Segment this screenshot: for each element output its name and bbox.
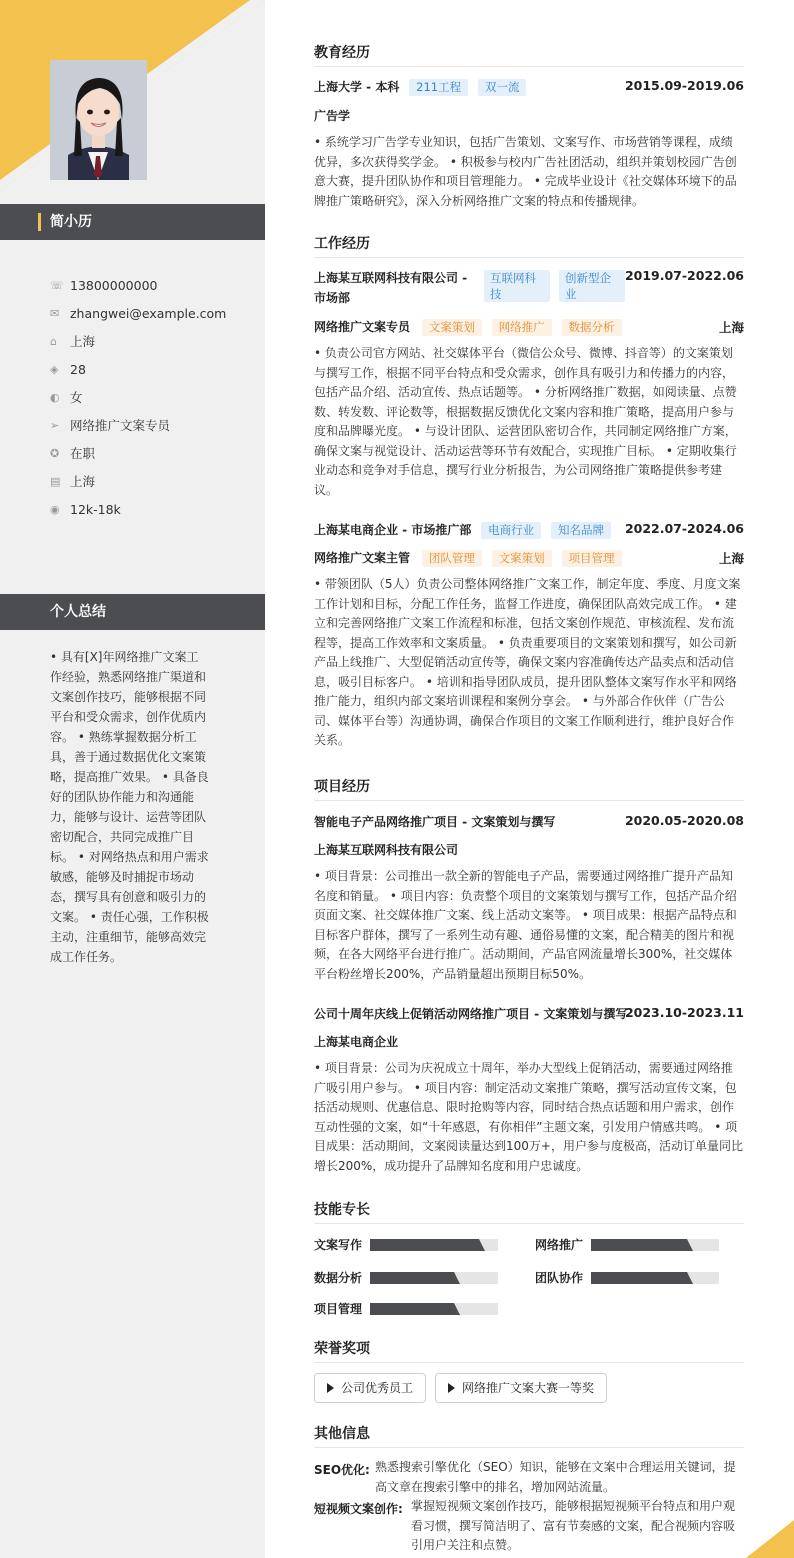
project-desc: • 项目背景：公司为庆祝成立十周年，举办大型线上促销活动，需要通过网络推广吸引用户参与。 • 项目内容：制定活动文案推广策略，撰写活动宣传文案，包括活动规则、优惠信息、限时抢购等内容，同时结合热点话题和用户需求，创作互动性强的文案，如“十年感恩，有你相伴”主题文案，引发用户情感共鸣。 • 项目成果：活动期间，文案阅读量达到100万+，用户参与度极高，活动订单量同比增长200%，成功提升了品牌知名度和用户忠诚度。 [314, 1061, 743, 1173]
company-tag: 创新型企业 [559, 270, 625, 302]
salary-icon: ◉ [50, 502, 60, 516]
education-header [314, 78, 744, 98]
company-tag: 互联网科技 [484, 270, 550, 302]
skill-level-fill [591, 1239, 687, 1251]
contact-info-item [50, 383, 250, 411]
school-name: 上海大学 - 本科 [314, 80, 400, 94]
skill-tag: 项目管理 [562, 550, 622, 567]
education-desc: • 系统学习广告学专业知识，包括广告策划、文案写作、市场营销等课程，成绩优异，多次获得奖学金。 • 积极参与校内广告社团活动，组织并策划校园广告创意大赛，提升团队协作和项目管理能力。 • 完成毕业设计《社交媒体环境下的品牌推广策略研究》，深入分析网络推广文案的特点和传播规律。 [314, 135, 737, 208]
job-date: 2022.07-2024.06 [624, 521, 744, 536]
job-city: 上海 [718, 320, 744, 335]
skill-tag: 数据分析 [562, 319, 622, 336]
job-desc: • 负责公司官方网站、社交媒体平台（微信公众号、微博、抖音等）的文案策划与撰写工作，根据不同平台特点和受众需求，创作具有吸引力和传播力的内容，包括产品介绍、活动宣传、热点话题等。 • 分析网络推广数据，如阅读量、点赞数、转发数、评论数等，根据数据反馈优化文案内容和推广策略，提高用户参与度和品牌曝光度。 • 与设计团队、运营团队密切合作，共同制定网络推广方案，确保文案与视觉设计、活动运营等环节有效配合，实现推广目标。 • 定期收集行业动态和竞争对手信息，撰写行业分析报告，为公司网络推广策略提供参考建议。 [314, 346, 737, 497]
project-name: 公司十周年庆线上促销活动网络推广项目 - 文案策划与撰写 [314, 1007, 628, 1021]
other-text: 掌握短视频文案创作技巧，能够根据短视频平台特点和用户观看习惯，撰写简洁明了、富有节奏感的文案，配合视频内容吸引用户关注和点赞。 [411, 1499, 736, 1552]
project-header [314, 1005, 744, 1025]
job-header [314, 268, 744, 308]
contact-info-text: 在职 [70, 446, 96, 461]
section-title-education: 教育经历 [314, 42, 744, 67]
status-icon: ✪ [50, 446, 60, 460]
gender-icon: ◐ [50, 390, 60, 404]
summary-text: • 具有[X]年网络推广文案工作经验，熟悉网络推广渠道和文案创作技巧，能够根据不同平台和受众需求，创作优质内容。 • 熟练掌握数据分析工具，善于通过数据优化文案策略，提高推广效果。 • 具备良好的团队协作能力和沟通能力，能够与设计、运营等团队密切配合，共同完成推广目标。 • 对网络热点和用户需求敏感，能够及时捕捉市场动态，撰写具有创意和吸引力的文案。 • 责任心强，工作积极主动，注重细节，能够高效完成工作任务。 [50, 650, 209, 964]
section-title-projects: 项目经历 [314, 776, 744, 801]
project-name: 智能电子产品网络推广项目 - 文案策划与撰写 [314, 815, 556, 829]
sidebar [0, 0, 265, 1558]
contact-info-item [50, 495, 250, 523]
company-tag: 电商行业 [481, 522, 541, 539]
contact-info-text: 13800000000 [70, 277, 158, 293]
skill-tag: 文案策划 [492, 550, 552, 567]
school-tag: 双一流 [478, 79, 527, 96]
contact-info-text: 网络推广文案专员 [70, 418, 171, 433]
project-header [314, 813, 744, 833]
skill-level-bar [591, 1239, 719, 1251]
send-icon: ➢ [50, 418, 60, 432]
contact-info-item [50, 271, 250, 299]
contact-info-list [50, 271, 250, 523]
home-icon: ⌂ [50, 334, 57, 348]
skill-name: 网络推广 [535, 1238, 584, 1252]
decorative-corner [746, 1520, 794, 1558]
job-role-row [314, 549, 744, 569]
contact-info-text: 女 [70, 390, 83, 405]
project-org: 上海某互联网科技有限公司 [314, 843, 459, 857]
contact-info-item [50, 355, 250, 383]
section-title-other: 其他信息 [314, 1423, 744, 1448]
skill-level-bar [370, 1239, 498, 1251]
major: 广告学 [314, 109, 351, 123]
skill-level-fill [370, 1272, 454, 1284]
skill-level-bar [591, 1272, 719, 1284]
project-org: 上海某电商企业 [314, 1035, 399, 1049]
contact-info-text: 上海 [70, 334, 96, 349]
contact-info-text: 上海 [70, 474, 96, 489]
contact-info-item [50, 439, 250, 467]
job-city: 上海 [718, 551, 744, 566]
skill-name: 团队协作 [535, 1271, 584, 1285]
skill-level-fill [370, 1239, 479, 1251]
mail-icon: ✉ [50, 306, 60, 320]
project-date: 2020.05-2020.08 [624, 813, 744, 828]
skill-level-fill [370, 1303, 454, 1315]
skill-tag: 文案策划 [422, 319, 482, 336]
job-date: 2019.07-2022.06 [624, 268, 744, 283]
contact-info-text: zhangwei@example.com [70, 305, 227, 321]
building-icon: ▤ [50, 474, 61, 488]
job-desc: • 带领团队（5人）负责公司整体网络推广文案工作，制定年度、季度、月度文案工作计划和目标，分配工作任务，监督工作进度，确保团队高效完成工作。 • 建立和完善网络推广文案工作流程和标准，包括文案创作规范、审核流程、发布流程等，提高工作效率和文案质量。 • 负责重要项目的文案策划和撰写，如公司新产品上线推广、大型促销活动宣传等，确保文案内容准确传达产品卖点和活动信息，吸引目标客户。 • 培训和指导团队成员，提升团队整体文案写作水平和网络推广能力，组织内部文案培训课程和案例分享会。 • 与外部合作伙伴（广告公司、媒体平台等）沟通协调，确保合作项目的文案工作顺利进行，维护良好合作关系。 [314, 577, 741, 747]
project-date: 2023.10-2023.11 [624, 1005, 744, 1020]
avatar-photo [50, 60, 147, 180]
phone-icon: ☏ [50, 278, 64, 292]
skill-tag: 团队管理 [422, 550, 482, 567]
company-tag: 知名品牌 [551, 522, 611, 539]
other-label: SEO优化: [314, 1463, 370, 1477]
skill-name: 项目管理 [314, 1302, 363, 1316]
other-text: 熟悉搜索引擎优化（SEO）知识，能够在文案中合理运用关键词，提高文章在搜索引擎中的排名，增加网站流量。 [375, 1460, 736, 1494]
other-label: 短视频文案创作: [314, 1502, 403, 1516]
award-item: 网络推广文案大赛一等奖 [435, 1373, 607, 1403]
summary-title-bar: 个人总结 [0, 594, 265, 630]
award-item: 公司优秀员工 [314, 1373, 426, 1403]
age-icon: ◈ [50, 362, 59, 376]
contact-info-text: 12k-18k [70, 501, 121, 517]
skill-name: 数据分析 [314, 1271, 363, 1285]
job-role: 网络推广文案专员 [314, 320, 411, 334]
education-date: 2015.09-2019.06 [624, 78, 744, 93]
company-name: 上海某互联网科技有限公司 - 市场部 [314, 271, 468, 305]
skill-name: 文案写作 [314, 1238, 363, 1252]
resume-title-bar: 简小历 [0, 204, 265, 240]
company-name: 上海某电商企业 - 市场推广部 [314, 523, 472, 537]
section-title-skills: 技能专长 [314, 1199, 744, 1224]
skill-tag: 网络推广 [492, 319, 552, 336]
job-header [314, 521, 744, 541]
contact-info-item [50, 327, 250, 355]
school-tag: 211工程 [409, 79, 468, 96]
section-title-awards: 荣誉奖项 [314, 1338, 744, 1363]
job-role-row [314, 318, 744, 338]
skill-level-bar [370, 1272, 498, 1284]
contact-info-item [50, 299, 250, 327]
skill-level-fill [591, 1272, 687, 1284]
section-title-work: 工作经历 [314, 233, 744, 258]
project-desc: • 项目背景：公司推出一款全新的智能电子产品，需要通过网络推广提升产品知名度和销量。 • 项目内容：负责整个项目的文案策划与撰写工作，包括产品介绍页面文案、社交媒体推广文案、线上活动文案等。 • 项目成果：根据产品特点和目标客户群体，撰写了一系列生动有趣、通俗易懂的文案，配合精美的图片和视频，在各大网络平台进行推广。活动期间，产品官网流量增长300%，社交媒体平台粉丝增长200%，产品销量超出预期目标50%。 [314, 869, 737, 981]
job-role: 网络推广文案主管 [314, 551, 411, 565]
contact-info-item [50, 411, 250, 439]
skill-level-bar [370, 1303, 498, 1315]
contact-info-item [50, 467, 250, 495]
contact-info-text: 28 [70, 361, 86, 377]
